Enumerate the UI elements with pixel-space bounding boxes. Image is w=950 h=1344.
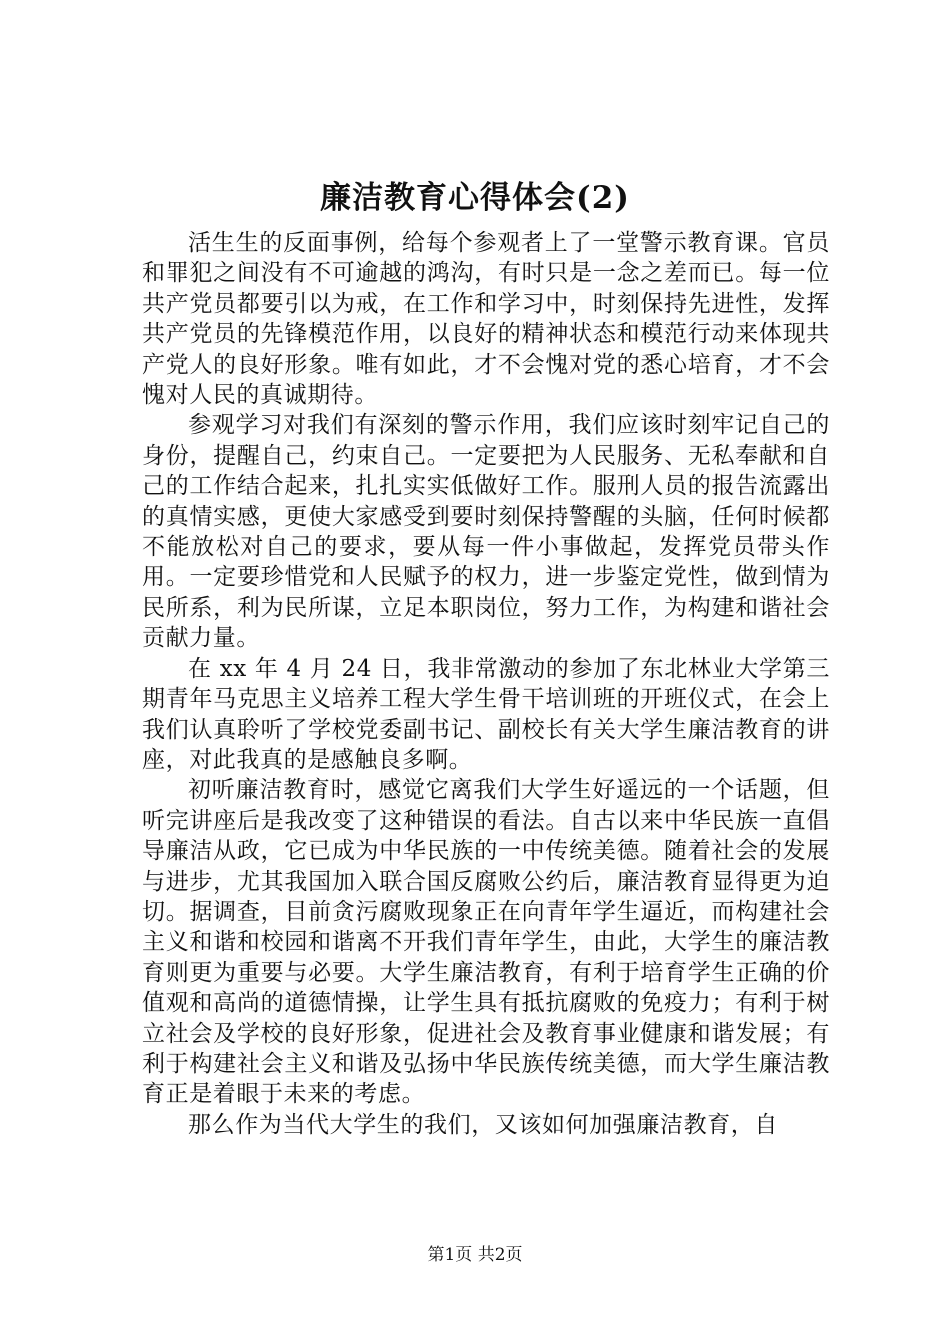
paragraph-5: 那么作为当代大学生的我们，又该如何加强廉洁教育，自 (188, 1111, 778, 1138)
paragraph-2: 参观学习对我们有深刻的警示作用，我们应该时刻牢记自己的身份，提醒自己，约束自己。一定要把为人民服务、无私奉献和自己的工作结合起来，扎扎实实低做好工作。服刑人员的报告流露出的真情实感，更使大家感受到要时刻保持警醒的头脑，任何时候都不能放松对自己的要求，要从每一件小事做起，发挥党员带头作用。一定要珍惜党和人民赋予的权力，进一步鉴定党性，做到情为民所系，利为民所谋，立足本职岗位，努力工作，为构建和谐社会贡献力量。 (142, 412, 830, 652)
page-number-footer: 第1页 共2页 (427, 1245, 523, 1265)
document-body (142, 228, 830, 1140)
paragraph-3: 在 xx 年 4 月 24 日，我非常激动的参加了东北林业大学第三期青年马克思主义培养工程大学生骨干培训班的开班仪式，在会上我们认真聆听了学校党委副书记、副校长有关大学生廉洁教育的讲座，对此我真的是感触良多啊。 (142, 655, 830, 773)
paragraph-1: 活生生的反面事例，给每个参观者上了一堂警示教育课。官员和罪犯之间没有不可逾越的鸿沟，有时只是一念之差而已。每一位共产党员都要引以为戒，在工作和学习中，时刻保持先进性，发挥共产党员的先锋模范作用，以良好的精神状态和模范行动来体现共产党人的良好形象。唯有如此，才不会愧对党的悉心培育，才不会愧对人民的真诚期待。 (142, 230, 830, 409)
document-title: 廉洁教育心得体会(2) (320, 180, 630, 216)
paragraph-4: 初听廉洁教育时，感觉它离我们大学生好遥远的一个话题，但听完讲座后是我改变了这种错误的看法。自古以来中华民族一直倡导廉洁从政，它已成为中华民族的一中传统美德。随着社会的发展与进步，尤其我国加入联合国反腐败公约后，廉洁教育显得更为迫切。据调查，目前贪污腐败现象正在向青年学生逼近，而构建社会主义和谐和校园和谐离不开我们青年学生，由此，大学生的廉洁教育则更为重要与必要。大学生廉洁教育，有利于培育学生正确的价值观和高尚的道德情操，让学生具有抵抗腐败的免疫力；有利于树立社会及学校的良好形象，促进社会及教育事业健康和谐发展；有利于构建社会主义和谐及弘扬中华民族传统美德，而大学生廉洁教育正是着眼于未来的考虑。 (142, 777, 830, 1108)
